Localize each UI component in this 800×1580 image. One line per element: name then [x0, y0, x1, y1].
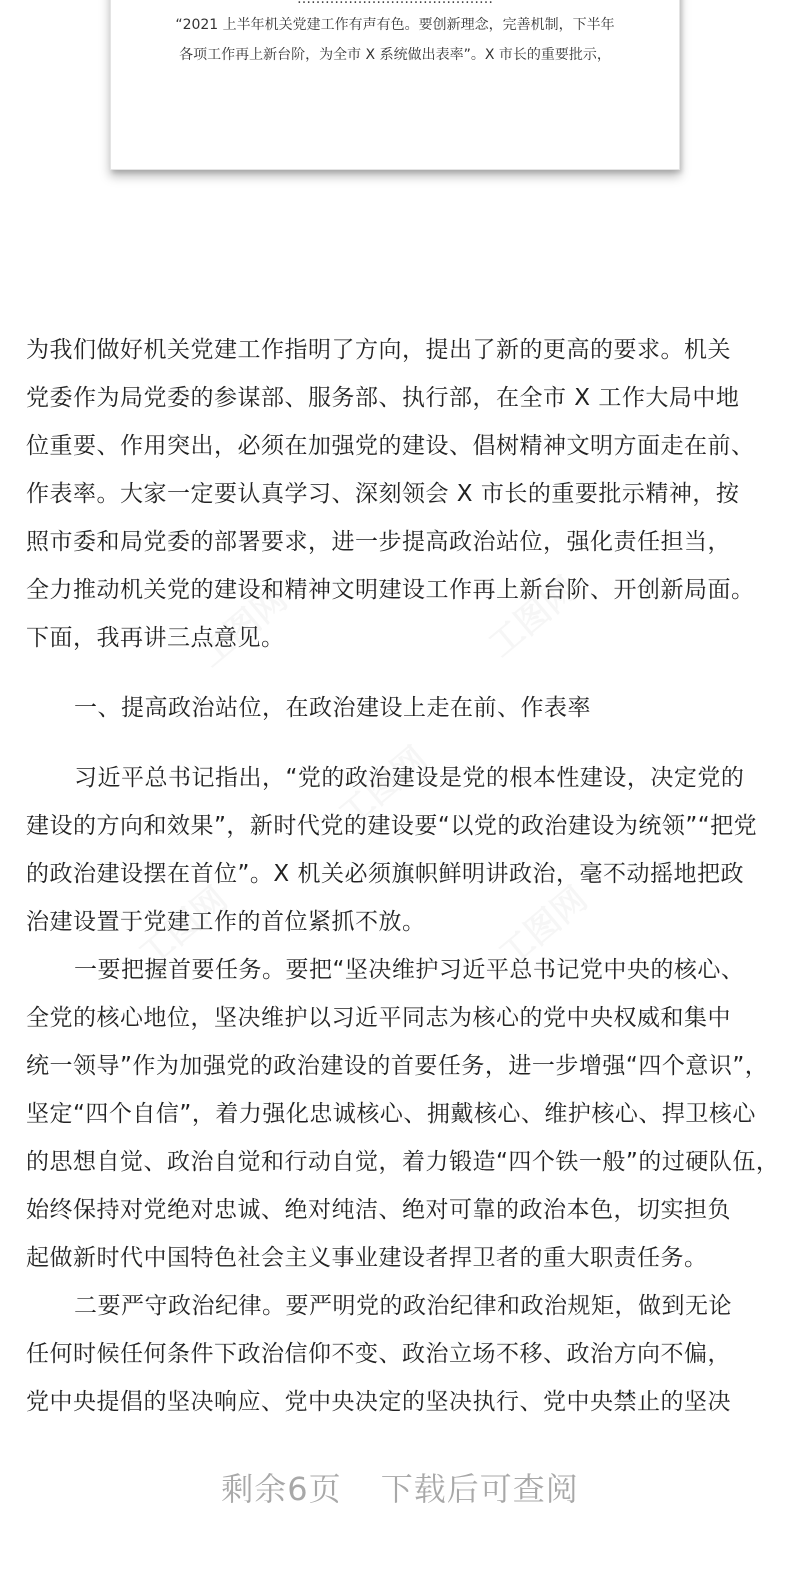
paragraph-line: 党中央提倡的坚决响应、党中央决定的坚决执行、党中央禁止的坚决: [26, 1389, 731, 1415]
paragraph-line: 坚定“四个自信”，着力强化忠诚核心、拥戴核心、维护核心、捍卫核心: [26, 1101, 756, 1127]
download-to-read-more[interactable]: [0, 1464, 800, 1510]
paragraph-line: 位重要、作用突出，必须在加强党的建设、倡树精神文明方面走在前、: [26, 433, 755, 459]
paragraph-line: 照市委和局党委的部署要求，进一步提高政治站位，强化责任担当，: [26, 529, 731, 555]
preview-line-2: 各项工作再上新台阶，为全市 X 系统做出表率”。X 市长的重要批示，: [179, 47, 611, 63]
paragraph-line: 为我们做好机关党建工作指明了方向，提出了新的更高的要求。机关: [26, 337, 731, 363]
paragraph-line: 始终保持对党绝对忠诚、绝对纯洁、绝对可靠的政治本色，切实担负: [26, 1197, 731, 1223]
document-body: [26, 326, 780, 1426]
paragraph-line: 习近平总书记指出，“党的政治建设是党的根本性建设，决定党的: [74, 765, 745, 791]
paragraph-line: 二要严守政治纪律。要严明党的政治纪律和政治规矩，做到无论: [74, 1293, 732, 1319]
preview-line-cut: [111, 0, 679, 9]
paragraph-line: 建设的方向和效果”，新时代党的建设要“以党的政治建设为统领”“把党: [26, 813, 758, 839]
paragraph-line: 全党的核心地位，坚决维护以习近平同志为核心的党中央权威和集中: [26, 1005, 731, 1031]
paragraph-line: 下面，我再讲三点意见。: [26, 625, 285, 651]
remaining-pages-label: 剩余6页: [221, 1470, 342, 1508]
paragraph-line: 统一领导”作为加强党的政治建设的首要任务，进一步增强“四个意识”，: [26, 1053, 769, 1079]
paragraph-line: 起做新时代中国特色社会主义事业建设者捍卫者的重大职责任务。: [26, 1245, 708, 1271]
section-heading: 一、提高政治站位，在政治建设上走在前、作表率: [74, 695, 591, 721]
paragraph-line: 治建设置于党建工作的首位紧抓不放。: [26, 909, 426, 935]
paragraph-line: 一要把握首要任务。要把“坚决维护习近平总书记党中央的核心、: [74, 957, 745, 983]
paragraph-line: 党委作为局党委的参谋部、服务部、执行部，在全市 X 工作大局中地: [26, 385, 740, 411]
paragraph-line: 全力推动机关党的建设和精神文明建设工作再上新台阶、开创新局面。: [26, 577, 755, 603]
preview-line-1: “2021 上半年机关党建工作有声有色。要创新理念，完善机制，下半年: [175, 17, 615, 33]
download-hint-label: 下载后可查阅: [380, 1470, 579, 1508]
paragraph-line: 任何时候任何条件下政治信仰不变、政治立场不移、政治方向不偏，: [26, 1341, 731, 1367]
preview-card: [110, 0, 680, 170]
paragraph-line: 的思想自觉、政治自觉和行动自觉，着力锻造“四个铁一般”的过硬队伍，: [26, 1149, 780, 1175]
paragraph-line: 作表率。大家一定要认真学习、深刻领会 X 市长的重要批示精神，按: [26, 481, 740, 507]
paragraph-line: 的政治建设摆在首位”。X 机关必须旗帜鲜明讲政治，毫不动摇地把政: [26, 861, 744, 887]
